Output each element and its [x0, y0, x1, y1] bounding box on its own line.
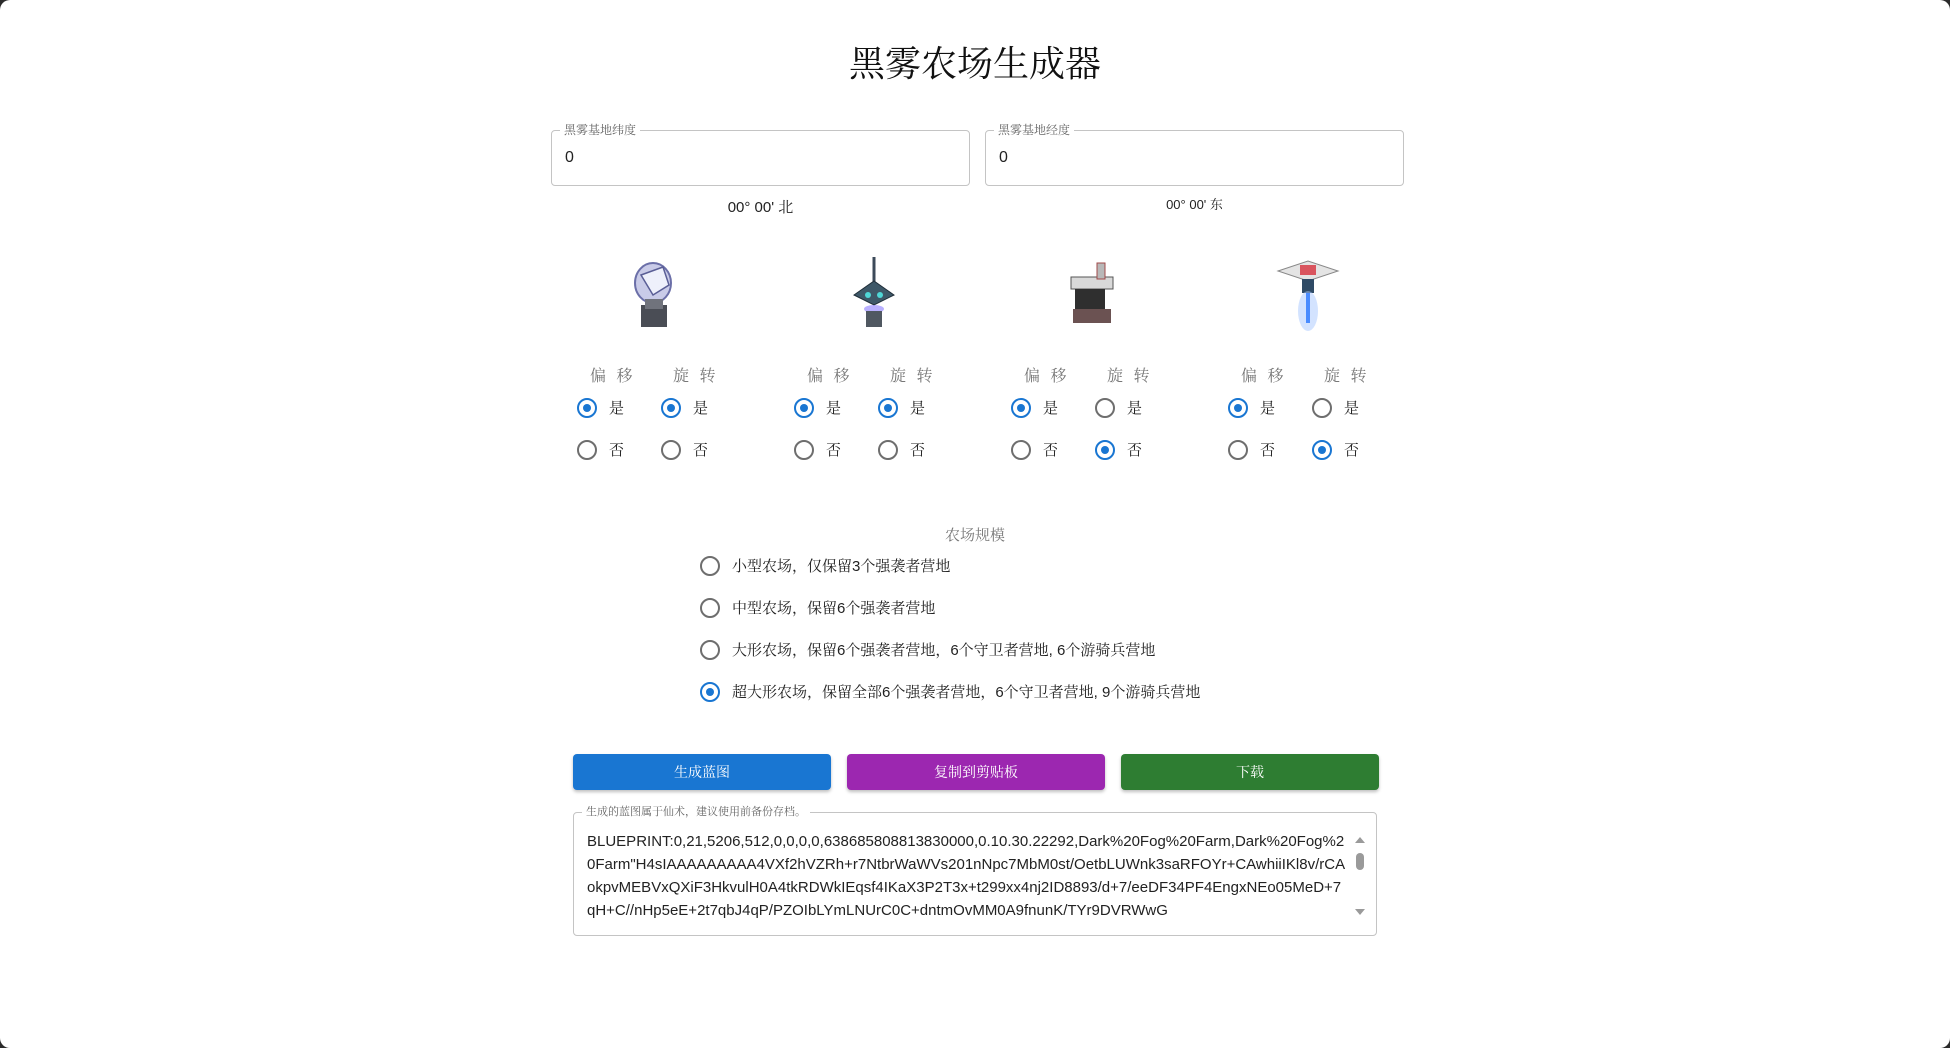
building-option-1 — [577, 255, 777, 465]
offset-no-radio[interactable]: 否 — [794, 439, 841, 460]
offset-header: 偏 移 — [590, 368, 636, 385]
longitude-input[interactable] — [999, 149, 1379, 167]
hover-platform-icon — [1268, 255, 1348, 335]
farm-scale-large-radio[interactable]: 大形农场，保留6个强袭者营地，6个守卫者营地, 6个游骑兵营地 — [700, 639, 1155, 660]
longitude-field[interactable] — [985, 123, 1404, 186]
offset-no-radio[interactable]: 否 — [1011, 439, 1058, 460]
offset-header: 偏 移 — [807, 368, 853, 385]
offset-header: 偏 移 — [1241, 368, 1287, 385]
building-option-4 — [1228, 255, 1428, 465]
offset-yes-radio[interactable]: 是 — [1011, 397, 1058, 418]
generate-blueprint-button[interactable]: 生成蓝图 — [573, 754, 831, 790]
blueprint-output[interactable] — [573, 806, 1377, 936]
download-button[interactable]: 下载 — [1121, 754, 1379, 790]
building-option-3 — [1011, 255, 1211, 465]
offset-no-radio[interactable]: 否 — [577, 439, 624, 460]
rotate-no-radio[interactable]: 否 — [1312, 439, 1359, 460]
rotate-no-radio[interactable]: 否 — [1095, 439, 1142, 460]
relay-tower-icon — [613, 255, 693, 335]
rotate-no-radio[interactable]: 否 — [661, 439, 708, 460]
longitude-label: 黑雾基地经度 — [994, 123, 1074, 137]
farm-scale-small-radio[interactable]: 小型农场，仅保留3个强袭者营地 — [700, 555, 950, 576]
scroll-down-arrow-icon[interactable] — [1355, 909, 1365, 915]
rotate-header: 旋 转 — [890, 368, 936, 385]
latitude-field[interactable] — [551, 123, 970, 186]
spire-tower-icon — [834, 255, 914, 335]
scrollbar-thumb[interactable] — [1356, 853, 1364, 870]
offset-header: 偏 移 — [1024, 368, 1070, 385]
latitude-label: 黑雾基地纬度 — [560, 123, 640, 137]
blueprint-output-text[interactable]: BLUEPRINT:0,21,5206,512,0,0,0,0,638685808813830000,0.10.30.22292,Dark%20Fog%20Farm,Dark%20Fog%20Farm"H4sIAAAAAAAAA4VXf2hVZRh+r7NtbrWaWVs201nNpc7MbM0st/OetbLUWnk3saRFOYr+CAwhiiIKl8v/rCAokpvMEBVxQXiF3HkvulH0A4tkRDWkIEqsf4IKaX3P2T3x+t299xx4nj2ID8893/d+7/eeDF34PF4EngxNEo05MeD+7qH+C//nHp5eE+2t7qbJ4qP/PZOIbLYmLNUrC0C+dntmOvMM0A9fnunK/TYr9DVRWwG — [587, 833, 1346, 919]
rotate-yes-radio[interactable]: 是 — [878, 397, 925, 418]
blueprint-output-label: 生成的蓝图属于仙术，建议使用前备份存档。 — [582, 805, 810, 819]
rotate-yes-radio[interactable]: 是 — [1095, 397, 1142, 418]
scroll-up-arrow-icon[interactable] — [1355, 837, 1365, 843]
farm-scale-medium-radio[interactable]: 中型农场，保留6个强袭者营地 — [700, 597, 935, 618]
page-title: 黑雾农场生成器 — [848, 43, 1101, 84]
rotate-header: 旋 转 — [673, 368, 719, 385]
rotate-header: 旋 转 — [1324, 368, 1370, 385]
latitude-input[interactable] — [565, 149, 945, 167]
offset-yes-radio[interactable]: 是 — [1228, 397, 1275, 418]
offset-yes-radio[interactable]: 是 — [577, 397, 624, 418]
offset-yes-radio[interactable]: 是 — [794, 397, 841, 418]
longitude-display: 00° 00' 东 — [1166, 197, 1223, 212]
rotate-yes-radio[interactable]: 是 — [1312, 397, 1359, 418]
farm-scale-xlarge-radio[interactable]: 超大形农场，保留全部6个强袭者营地，6个守卫者营地, 9个游骑兵营地 — [700, 681, 1200, 702]
rotate-header: 旋 转 — [1107, 368, 1153, 385]
building-option-2 — [794, 255, 994, 465]
offset-no-radio[interactable]: 否 — [1228, 439, 1275, 460]
rotate-no-radio[interactable]: 否 — [878, 439, 925, 460]
latitude-display: 00° 00' 北 — [727, 199, 794, 216]
rotate-yes-radio[interactable]: 是 — [661, 397, 708, 418]
farm-scale-title: 农场规模 — [944, 527, 1005, 544]
base-building-icon — [1051, 255, 1131, 335]
copy-to-clipboard-button[interactable]: 复制到剪贴板 — [847, 754, 1105, 790]
